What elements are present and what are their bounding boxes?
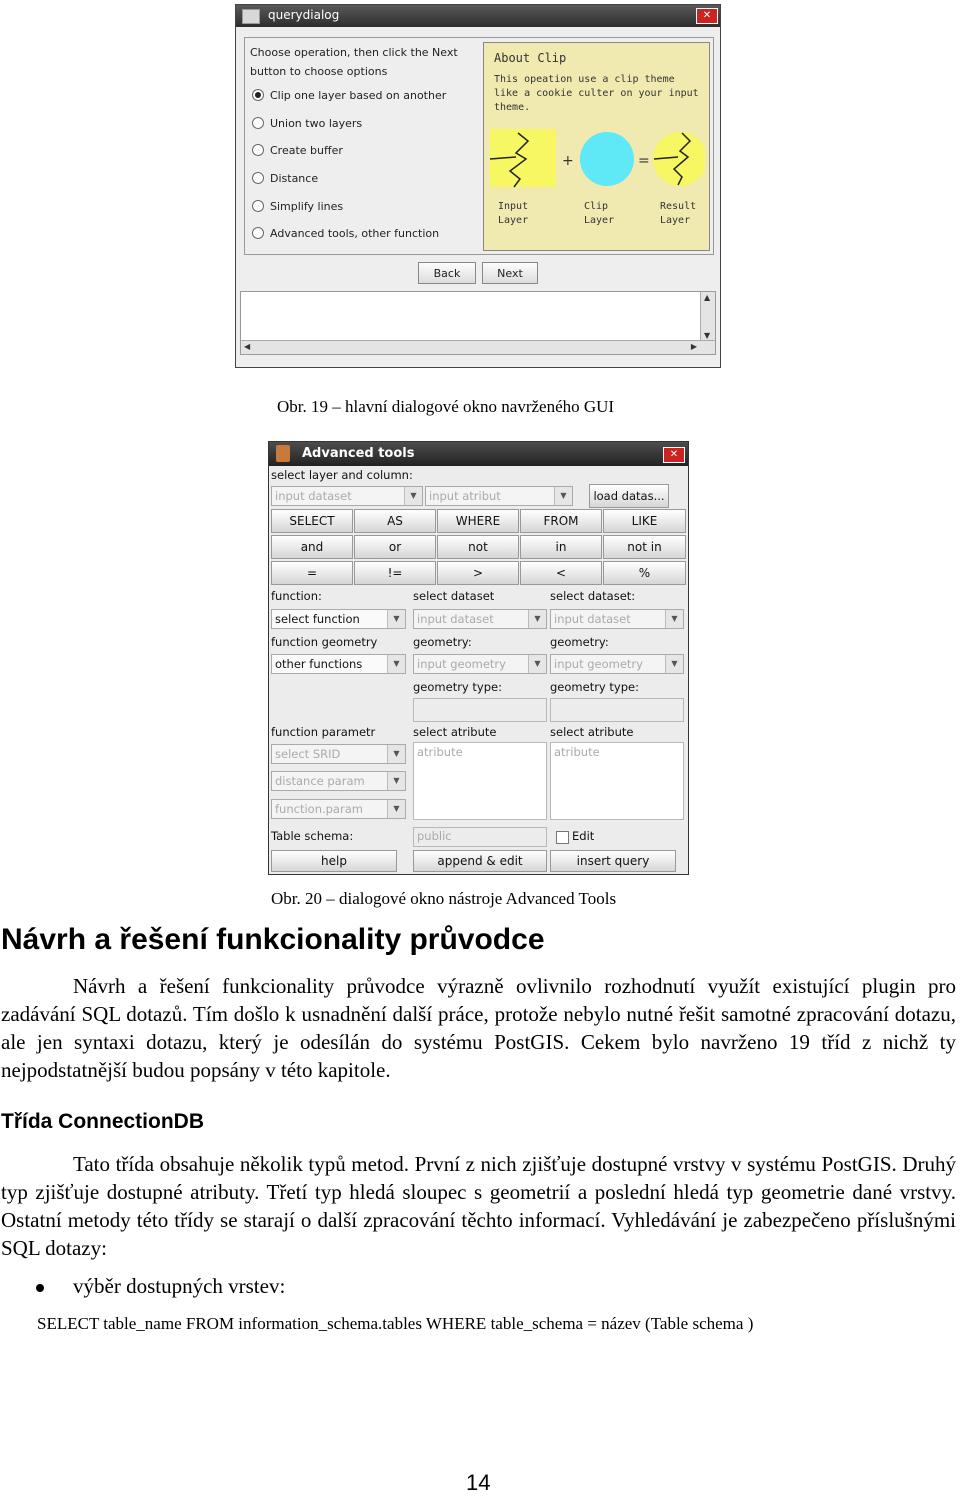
radio-label: Simplify lines <box>270 200 344 213</box>
geometry-type-label: geometry type: <box>550 680 639 694</box>
radio-clip[interactable] <box>252 89 446 102</box>
window-title: Advanced tools <box>302 446 415 461</box>
keyword-not-button[interactable]: not <box>437 535 519 559</box>
select-atribute-label: select atribute <box>550 725 634 739</box>
close-icon[interactable]: ✕ <box>663 447 685 463</box>
chevron-down-icon: ▼ <box>387 655 405 673</box>
radio-icon <box>252 200 264 212</box>
function-label: function: <box>271 589 322 603</box>
scroll-down-icon[interactable]: ▼ <box>704 331 711 340</box>
chevron-down-icon: ▼ <box>665 655 683 673</box>
result-layer-label: Result Layer <box>660 201 697 226</box>
radio-icon <box>252 117 264 129</box>
combo-text: function.param <box>275 802 363 816</box>
input-atribut-combo[interactable] <box>425 486 573 506</box>
window-title: querydialog <box>268 8 340 22</box>
window-icon <box>242 9 260 24</box>
append-edit-button[interactable]: append & edit <box>413 850 547 872</box>
radio-icon <box>252 144 264 156</box>
radio-selected-icon <box>252 89 264 101</box>
combo-text: input dataset <box>417 612 494 626</box>
input-layer-label: Input Layer <box>498 201 529 226</box>
radio-simplify[interactable] <box>252 200 343 213</box>
chevron-down-icon: ▼ <box>528 655 546 673</box>
keyword-and-button[interactable]: and <box>271 535 353 559</box>
select-atribute-label: select atribute <box>413 725 497 739</box>
input-dataset-combo[interactable] <box>271 486 423 506</box>
clip-illustration <box>490 129 705 193</box>
radio-icon <box>252 172 264 184</box>
equals-sign: = <box>638 153 650 169</box>
select-dataset-label: select dataset <box>413 589 495 603</box>
edit-checkbox[interactable] <box>556 831 569 844</box>
chevron-down-icon: ▼ <box>387 772 405 790</box>
keyword-in-button[interactable]: in <box>520 535 602 559</box>
operator-equals-button[interactable]: = <box>271 561 353 585</box>
bullet-item: výběr dostupných vrstev: <box>73 1274 286 1298</box>
subsection-paragraph: Tato třída obsahuje několik typů metod. První z nich zjišťuje dostupné vrstvy v systému PostGIS. Druhý typ zjišťuje dostupné atributy. Třetí typ hledá sloupec s geometrií a poslední hledá typ geometrie dané vrstvy. Ostatní metody této třídy se starají o další zpracování těchto informací. Vyhledávání je zabezpečeno příslušnými SQL dotazy: <box>1 1152 956 1260</box>
keyword-not-in-button[interactable]: not in <box>603 535 686 559</box>
geometry-label: geometry: <box>550 635 609 649</box>
bullet-icon <box>36 1284 44 1292</box>
advanced-tools-window <box>268 441 689 875</box>
operator-not-equals-button[interactable]: != <box>354 561 436 585</box>
combo-text: select function <box>275 612 360 626</box>
keyword-as-button[interactable]: AS <box>354 509 436 533</box>
geometry-type-field-2 <box>550 698 684 722</box>
geometry-combo-2[interactable] <box>550 654 684 674</box>
combo-text: input geometry <box>417 657 506 671</box>
function-param-label: function parametr <box>271 725 376 739</box>
combo-text: input atribut <box>429 489 501 503</box>
operator-less-button[interactable]: < <box>520 561 602 585</box>
chevron-down-icon: ▼ <box>387 610 405 628</box>
chevron-down-icon: ▼ <box>387 800 405 818</box>
chevron-down-icon: ▼ <box>404 487 422 505</box>
geometry-type-label: geometry type: <box>413 680 502 694</box>
other-functions-combo[interactable] <box>271 654 406 674</box>
figure-20-caption: Obr. 20 – dialogové okno nástroje Advanced Tools <box>271 889 617 908</box>
keyword-select-button[interactable]: SELECT <box>271 509 353 533</box>
keyword-like-button[interactable]: LIKE <box>603 509 686 533</box>
geometry-type-field-1 <box>413 698 547 722</box>
back-button[interactable]: Back <box>418 262 476 284</box>
combo-text: distance param <box>275 774 365 788</box>
scroll-up-icon[interactable]: ▲ <box>704 293 711 302</box>
edit-label: Edit <box>572 829 595 843</box>
dataset-combo-1[interactable] <box>413 609 547 629</box>
radio-label: Create buffer <box>270 144 343 157</box>
operator-percent-button[interactable]: % <box>603 561 686 585</box>
radio-label: Clip one layer based on another <box>270 89 447 102</box>
function-param-combo[interactable] <box>271 799 406 819</box>
radio-icon <box>252 227 264 239</box>
log-area[interactable] <box>240 291 716 355</box>
plus-sign: + <box>562 153 574 169</box>
select-function-combo[interactable] <box>271 609 406 629</box>
sql-query: SELECT table_name FROM information_schema.tables WHERE table_schema = název (Table schema ) <box>37 1314 754 1333</box>
page-number: 14 <box>466 1470 491 1495</box>
combo-text: input dataset <box>554 612 631 626</box>
next-button[interactable]: Next <box>482 262 538 284</box>
about-title: About Clip <box>494 51 567 65</box>
operator-greater-button[interactable]: > <box>437 561 519 585</box>
dataset-combo-2[interactable] <box>550 609 684 629</box>
table-schema-label: Table schema: <box>271 829 354 843</box>
scroll-left-icon[interactable]: ◀ <box>244 342 251 351</box>
clip-layer-label: Clip Layer <box>584 201 615 226</box>
chevron-down-icon: ▼ <box>554 487 572 505</box>
table-schema-field[interactable]: public <box>413 827 547 847</box>
section-heading: Návrh a řešení funkcionality průvodce <box>1 923 545 956</box>
combo-text: select SRID <box>275 747 341 761</box>
radio-distance[interactable] <box>252 172 318 185</box>
section-paragraph: Návrh a řešení funkcionality průvodce výrazně ovlivnilo rozhodnutí využít existující plugin pro zadávání SQL dotazů. Tím došlo k usnadnění další práce, protože nebylo nutné řešit samotné zpracování dotazu, ale jen syntaxi dotazu, který je odesílán do systému PostGIS. Cekem bylo navrženo 19 tříd z nichž ty nejpodstatnější budou popsány v této kapitole. <box>1 974 956 1082</box>
instructions-text: Choose operation, then click the Next button to choose options <box>250 46 458 78</box>
chevron-down-icon: ▼ <box>665 610 683 628</box>
function-geometry-label: function geometry <box>271 635 378 649</box>
figure-19-caption: Obr. 19 – hlavní dialogové okno navrženého GUI <box>277 397 615 416</box>
geometry-label: geometry: <box>413 635 472 649</box>
radio-buffer[interactable] <box>252 144 343 157</box>
select-layer-label: select layer and column: <box>271 468 413 482</box>
chevron-down-icon: ▼ <box>528 610 546 628</box>
scroll-right-icon[interactable]: ▶ <box>690 342 697 351</box>
about-clip-panel <box>483 42 710 251</box>
geometry-combo-1[interactable] <box>413 654 547 674</box>
load-datas-button[interactable]: load datas... <box>589 484 669 508</box>
clip-layer-icon <box>580 132 634 186</box>
atribute-list-1[interactable]: atribute <box>413 742 547 820</box>
about-text: This opeation use a clip theme like a cookie culter on your input theme. <box>494 74 699 113</box>
querydialog-window <box>235 4 721 368</box>
horizontal-scrollbar[interactable] <box>241 340 715 354</box>
operation-panel <box>244 37 714 255</box>
close-icon[interactable]: ✕ <box>696 8 718 24</box>
radio-label: Distance <box>270 172 319 185</box>
keyword-or-button[interactable]: or <box>354 535 436 559</box>
insert-query-button[interactable]: insert query <box>550 850 676 872</box>
keyword-where-button[interactable]: WHERE <box>437 509 519 533</box>
radio-advanced[interactable] <box>252 227 439 240</box>
radio-label: Union two layers <box>270 117 363 130</box>
combo-text: other functions <box>275 657 363 671</box>
title-bar <box>236 5 720 27</box>
combo-text: input dataset <box>275 489 352 503</box>
radio-union[interactable] <box>252 117 362 130</box>
select-srid-combo[interactable] <box>271 744 406 764</box>
radio-label: Advanced tools, other function <box>270 227 440 240</box>
keyword-from-button[interactable]: FROM <box>520 509 602 533</box>
atribute-list-2[interactable]: atribute <box>550 742 684 820</box>
chevron-down-icon: ▼ <box>387 745 405 763</box>
java-icon <box>276 445 290 462</box>
distance-param-combo[interactable] <box>271 771 406 791</box>
select-dataset-label: select dataset: <box>550 589 636 603</box>
title-bar <box>269 442 688 466</box>
combo-text: input geometry <box>554 657 643 671</box>
subsection-heading: Třída ConnectionDB <box>1 1110 204 1133</box>
help-button[interactable]: help <box>271 850 397 872</box>
